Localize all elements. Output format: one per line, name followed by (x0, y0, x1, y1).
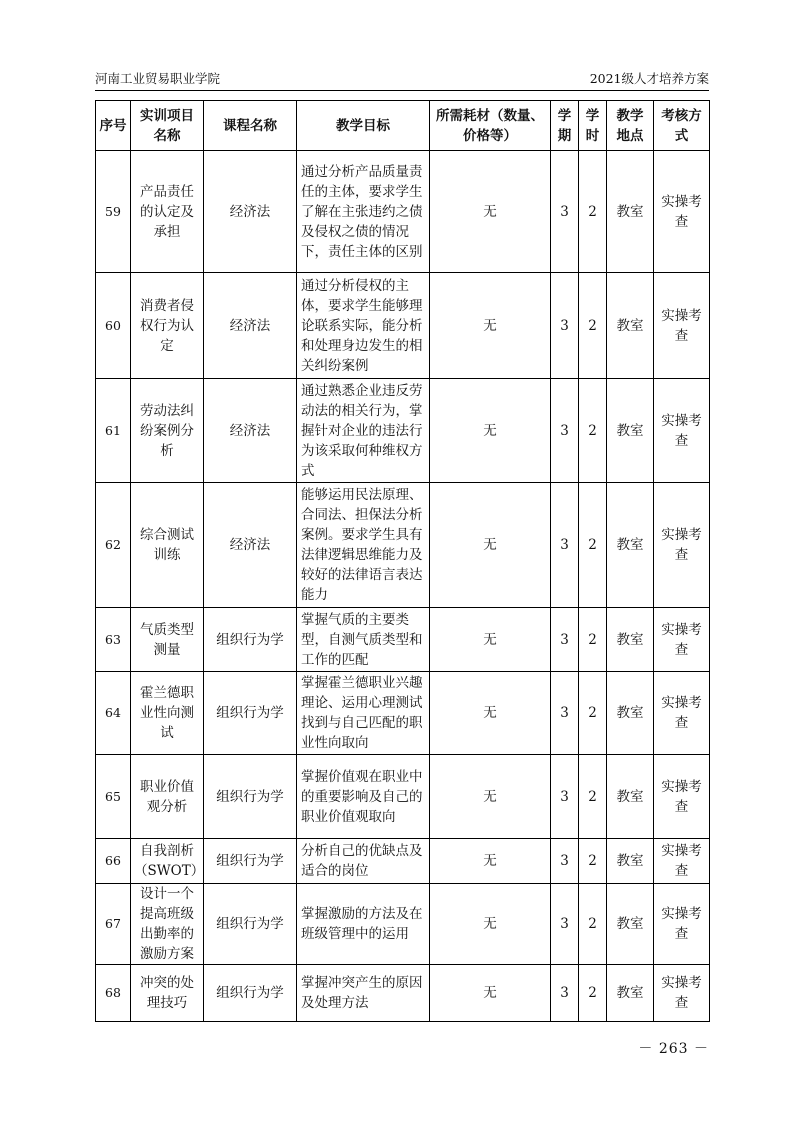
cell-hours: 2 (579, 755, 607, 839)
cell-assessment: 实操考查 (654, 839, 710, 884)
cell-hours: 2 (579, 483, 607, 608)
cell-course: 经济法 (204, 483, 297, 608)
cell-course: 组织行为学 (204, 965, 297, 1022)
cell-project: 职业价值观分析 (131, 755, 204, 839)
header-document-title: 2021级人才培养方案 (589, 71, 709, 86)
cell-seq: 65 (96, 755, 131, 839)
table-row (96, 755, 710, 839)
table-row (96, 965, 710, 1022)
cell-term: 3 (551, 672, 579, 755)
cell-term: 3 (551, 608, 579, 672)
cell-goal: 通过熟悉企业违反劳动法的相关行为，掌握针对企业的违法行为该采取何种维权方式 (297, 379, 430, 483)
header-hours: 学时 (579, 101, 607, 151)
cell-term: 3 (551, 379, 579, 483)
cell-location: 教室 (607, 672, 654, 755)
header-location: 教学地点 (607, 101, 654, 151)
cell-materials: 无 (430, 379, 551, 483)
cell-hours: 2 (579, 965, 607, 1022)
cell-project: 气质类型测量 (131, 608, 204, 672)
table-row (96, 151, 710, 273)
cell-goal: 掌握价值观在职业中的重要影响及自己的职业价值观取向 (297, 755, 430, 839)
cell-goal: 掌握冲突产生的原因及处理方法 (297, 965, 430, 1022)
cell-course: 经济法 (204, 379, 297, 483)
cell-goal: 分析自己的优缺点及适合的岗位 (297, 839, 430, 884)
cell-seq: 67 (96, 884, 131, 965)
header-seq: 序号 (96, 101, 131, 151)
cell-materials: 无 (430, 672, 551, 755)
cell-project: 霍兰德职业性向测试 (131, 672, 204, 755)
page-number: － 263 － (638, 1041, 709, 1057)
cell-seq: 59 (96, 151, 131, 273)
header-materials: 所需耗材（数量、价格等） (430, 101, 551, 151)
header-assessment: 考核方式 (654, 101, 710, 151)
cell-term: 3 (551, 839, 579, 884)
cell-hours: 2 (579, 884, 607, 965)
cell-location: 教室 (607, 608, 654, 672)
table-row (96, 884, 710, 965)
cell-assessment: 实操考查 (654, 379, 710, 483)
cell-seq: 66 (96, 839, 131, 884)
cell-location: 教室 (607, 884, 654, 965)
cell-location: 教室 (607, 151, 654, 273)
cell-materials: 无 (430, 965, 551, 1022)
cell-assessment: 实操考查 (654, 151, 710, 273)
cell-seq: 68 (96, 965, 131, 1022)
cell-hours: 2 (579, 273, 607, 379)
table-header-row (96, 101, 710, 151)
cell-term: 3 (551, 884, 579, 965)
cell-materials: 无 (430, 273, 551, 379)
cell-seq: 62 (96, 483, 131, 608)
cell-seq: 60 (96, 273, 131, 379)
cell-course: 组织行为学 (204, 755, 297, 839)
cell-assessment: 实操考查 (654, 483, 710, 608)
cell-location: 教室 (607, 273, 654, 379)
cell-materials: 无 (430, 839, 551, 884)
cell-location: 教室 (607, 379, 654, 483)
cell-materials: 无 (430, 608, 551, 672)
cell-project: 消费者侵权行为认定 (131, 273, 204, 379)
cell-goal: 掌握气质的主要类型，自测气质类型和工作的匹配 (297, 608, 430, 672)
header-course: 课程名称 (204, 101, 297, 151)
header-term: 学期 (551, 101, 579, 151)
cell-course: 组织行为学 (204, 839, 297, 884)
table-row (96, 839, 710, 884)
cell-hours: 2 (579, 608, 607, 672)
cell-project: 产品责任的认定及承担 (131, 151, 204, 273)
cell-seq: 63 (96, 608, 131, 672)
cell-assessment: 实操考查 (654, 755, 710, 839)
header-project: 实训项目名称 (131, 101, 204, 151)
page-header (95, 72, 709, 91)
cell-goal: 掌握激励的方法及在班级管理中的运用 (297, 884, 430, 965)
cell-location: 教室 (607, 965, 654, 1022)
cell-hours: 2 (579, 151, 607, 273)
cell-goal: 掌握霍兰德职业兴趣理论、运用心理测试找到与自己匹配的职业性向取向 (297, 672, 430, 755)
cell-course: 组织行为学 (204, 672, 297, 755)
cell-goal: 通过分析侵权的主体，要求学生能够理论联系实际，能分析和处理身边发生的相关纠纷案例 (297, 273, 430, 379)
cell-course: 组织行为学 (204, 884, 297, 965)
cell-location: 教室 (607, 755, 654, 839)
cell-project: 冲突的处理技巧 (131, 965, 204, 1022)
cell-term: 3 (551, 273, 579, 379)
cell-project: 设计一个提高班级出勤率的激励方案 (131, 884, 204, 965)
table-row (96, 273, 710, 379)
cell-hours: 2 (579, 839, 607, 884)
cell-hours: 2 (579, 672, 607, 755)
cell-term: 3 (551, 151, 579, 273)
cell-location: 教室 (607, 839, 654, 884)
cell-location: 教室 (607, 483, 654, 608)
cell-materials: 无 (430, 483, 551, 608)
header-school-name: 河南工业贸易职业学院 (95, 71, 221, 86)
cell-seq: 64 (96, 672, 131, 755)
cell-assessment: 实操考查 (654, 884, 710, 965)
cell-materials: 无 (430, 884, 551, 965)
cell-assessment: 实操考查 (654, 273, 710, 379)
table-row (96, 608, 710, 672)
cell-goal: 通过分析产品质量责任的主体，要求学生了解在主张违约之债及侵权之债的情况下，责任主体的区别 (297, 151, 430, 273)
cell-goal: 能够运用民法原理、合同法、担保法分析案例。要求学生具有法律逻辑思维能力及较好的法律语言表达能力 (297, 483, 430, 608)
cell-assessment: 实操考查 (654, 672, 710, 755)
table-row (96, 672, 710, 755)
cell-assessment: 实操考查 (654, 608, 710, 672)
cell-course: 经济法 (204, 151, 297, 273)
table-row (96, 483, 710, 608)
table-row (96, 379, 710, 483)
cell-term: 3 (551, 755, 579, 839)
cell-course: 组织行为学 (204, 608, 297, 672)
header-goal: 教学目标 (297, 101, 430, 151)
cell-materials: 无 (430, 755, 551, 839)
cell-seq: 61 (96, 379, 131, 483)
cell-hours: 2 (579, 379, 607, 483)
training-projects-table (95, 100, 710, 1022)
cell-term: 3 (551, 483, 579, 608)
cell-course: 经济法 (204, 273, 297, 379)
cell-project: 综合测试训练 (131, 483, 204, 608)
cell-term: 3 (551, 965, 579, 1022)
cell-project: 劳动法纠纷案例分析 (131, 379, 204, 483)
cell-materials: 无 (430, 151, 551, 273)
cell-assessment: 实操考查 (654, 965, 710, 1022)
cell-project: 自我剖析（SWOT） (131, 839, 204, 884)
